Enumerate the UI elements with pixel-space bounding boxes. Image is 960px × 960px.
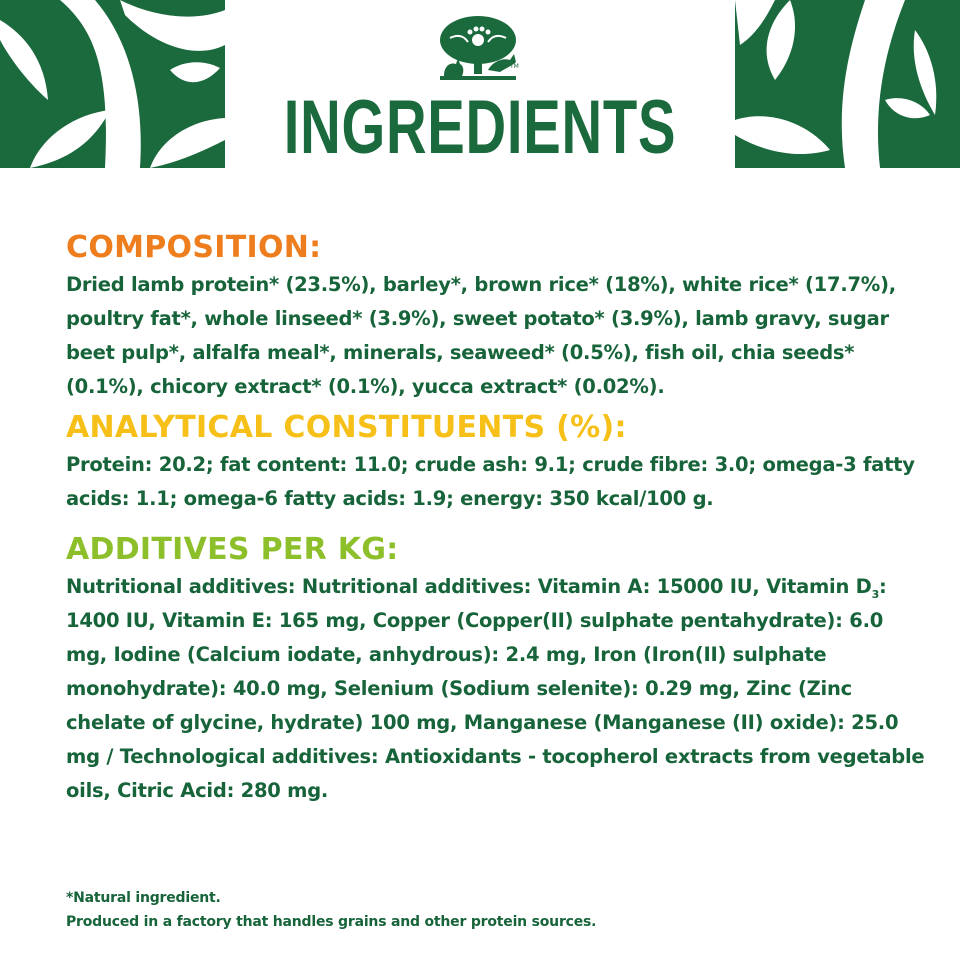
- trademark-mark: TM: [510, 63, 519, 70]
- page-title: INGREDIENTS: [283, 85, 677, 170]
- composition-heading: COMPOSITION:: [66, 230, 322, 265]
- tree-with-cat-and-dog-logo-icon: [430, 10, 526, 90]
- analytical-constituents-heading: ANALYTICAL CONSTITUENTS (%):: [66, 410, 627, 445]
- analytical-constituents-text: Protein: 20.2; fat content: 11.0; crude ash: 9.1; crude fibre: 3.0; omega-3 fatty acids: 1.1; omega-6 fatty acids: 1.9; energy: 350 kcal/100 g.: [66, 453, 915, 510]
- composition-text: Dried lamb protein* (23.5%), barley*, brown rice* (18%), white rice* (17.7%), poultry fat*, whole linseed* (3.9%), sweet potato* (3.9%), lamb gravy, sugar beet pulp*, alfalfa meal*, minerals, seaweed* (0.5%), fish oil, chia seeds* (0.1%), chicory extract* (0.1%), yucca extract* (0.02%).: [66, 273, 896, 398]
- additives-heading: ADDITIVES PER KG:: [66, 532, 399, 567]
- additives-text-part-2: : 1400 IU, Vitamin E: 165 mg, Copper (Copper(II) sulphate pentahydrate): 6.0 mg, Iodine (Calcium iodate, anhydrous): 2.4 mg, Iron (Iron(II) sulphate monohydrate): 40.0 mg, Selenium (Sodium selenite): 0.29 mg, Zinc (Zinc chelate of glycine, hydrate) 100 mg, Manganese (Manganese (II) oxide): 25.0 mg / Technological additives: Antioxidants - tocopherol extracts from vegetable oils, Citric Acid: 280 mg.: [66, 575, 925, 802]
- additives-text-part-1: Nutritional additives: Nutritional additives: Vitamin A: 15000 IU, Vitamin D: [66, 575, 872, 598]
- factory-allergen-note: Produced in a factory that handles grains and other protein sources.: [66, 914, 597, 930]
- footnotes: [66, 886, 926, 934]
- header: [0, 0, 960, 168]
- ingredients-content: [66, 222, 926, 808]
- natural-ingredient-note: *Natural ingredient.: [66, 890, 221, 906]
- vitamin-d-subscript: 3: [871, 587, 879, 601]
- additives-text: [66, 570, 926, 808]
